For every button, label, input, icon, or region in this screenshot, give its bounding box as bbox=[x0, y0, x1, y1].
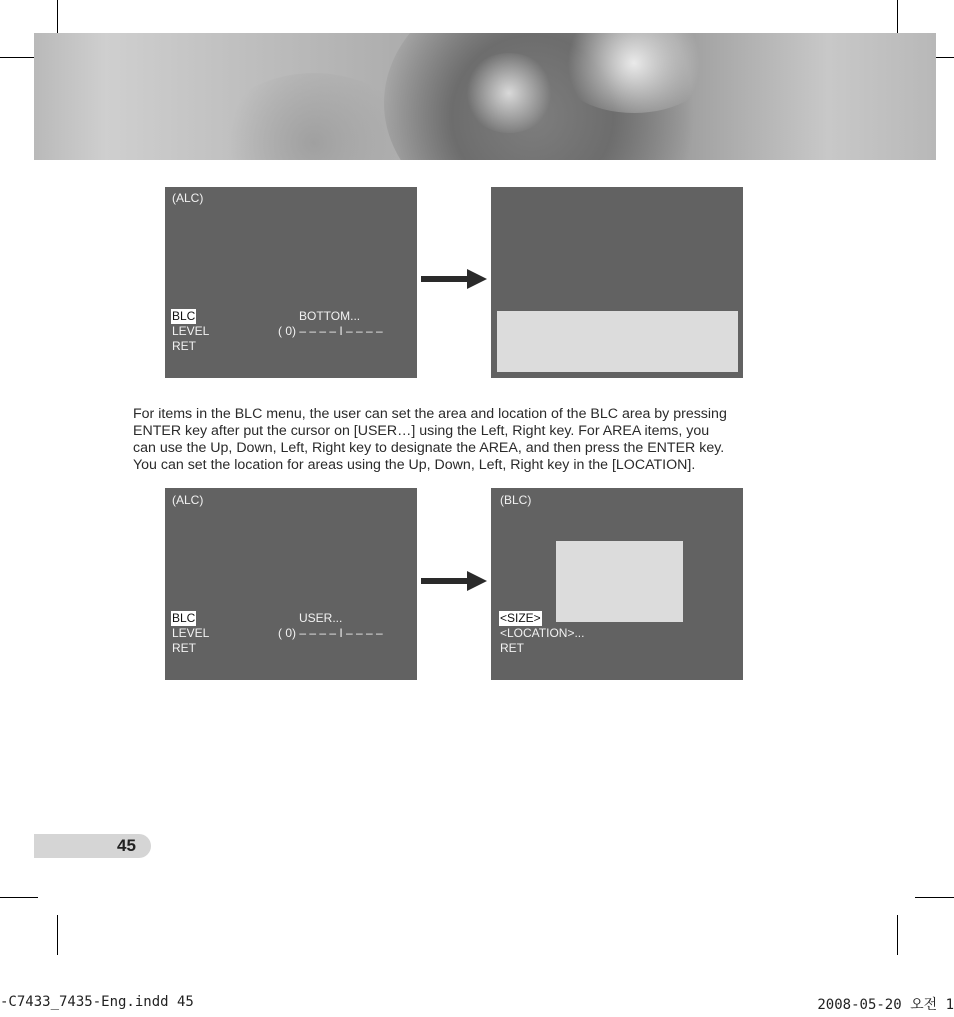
arrow-right-icon bbox=[421, 269, 487, 289]
menu-item-size: <SIZE> bbox=[500, 611, 541, 625]
menu-item-location: <LOCATION>... bbox=[500, 626, 585, 640]
blc-area-bottom bbox=[497, 311, 738, 372]
menu-item-ret: RET bbox=[500, 641, 524, 655]
blc-value: USER... bbox=[299, 611, 343, 625]
crop-mark bbox=[915, 897, 954, 898]
menu-item-ret: RET bbox=[172, 641, 196, 655]
screen-header: (ALC) bbox=[172, 493, 204, 507]
blc-value: BOTTOM... bbox=[299, 309, 361, 323]
level-value: ( 0) – – – – I – – – – bbox=[278, 324, 383, 338]
osd-screen-alc-bottom bbox=[165, 187, 417, 378]
screen-header: (ALC) bbox=[172, 191, 204, 205]
description-line: ENTER key after put the cursor on [USER…] using the Left, Right key. For AREA items, you bbox=[133, 423, 710, 439]
osd-screen-alc-user bbox=[165, 488, 417, 680]
description-line: For items in the BLC menu, the user can set the area and location of the BLC area by pressing bbox=[133, 406, 727, 422]
description-paragraph bbox=[133, 406, 793, 474]
description-line: You can set the location for areas using the Up, Down, Left, Right key in the [LOCATION]. bbox=[133, 457, 696, 473]
footer-filename: -C7433_7435-Eng.indd 45 bbox=[0, 994, 194, 1010]
menu-item-level: LEVEL bbox=[172, 626, 210, 640]
menu-item-level: LEVEL bbox=[172, 324, 210, 338]
lens-highlight bbox=[464, 53, 554, 133]
header-banner bbox=[34, 33, 936, 160]
crop-mark bbox=[897, 915, 898, 955]
description-line: can use the Up, Down, Left, Right key to designate the AREA, and then press the ENTER key. bbox=[133, 440, 725, 456]
screen-header: (BLC) bbox=[500, 493, 532, 507]
crop-mark bbox=[0, 57, 38, 58]
page-number: 45 bbox=[117, 836, 136, 855]
crop-mark bbox=[0, 897, 38, 898]
arrow-right-icon bbox=[421, 571, 487, 591]
blc-area-user bbox=[556, 541, 683, 622]
footer-datetime: 2008-05-20 오전 1 bbox=[817, 997, 954, 1013]
menu-item-ret: RET bbox=[172, 339, 196, 353]
osd-screen-blc-user bbox=[491, 488, 743, 680]
osd-screen-bottom-area bbox=[491, 187, 743, 378]
crop-mark bbox=[57, 915, 58, 955]
menu-item-blc: BLC bbox=[172, 309, 196, 323]
menu-item-blc: BLC bbox=[172, 611, 196, 625]
level-value: ( 0) – – – – I – – – – bbox=[278, 626, 383, 640]
